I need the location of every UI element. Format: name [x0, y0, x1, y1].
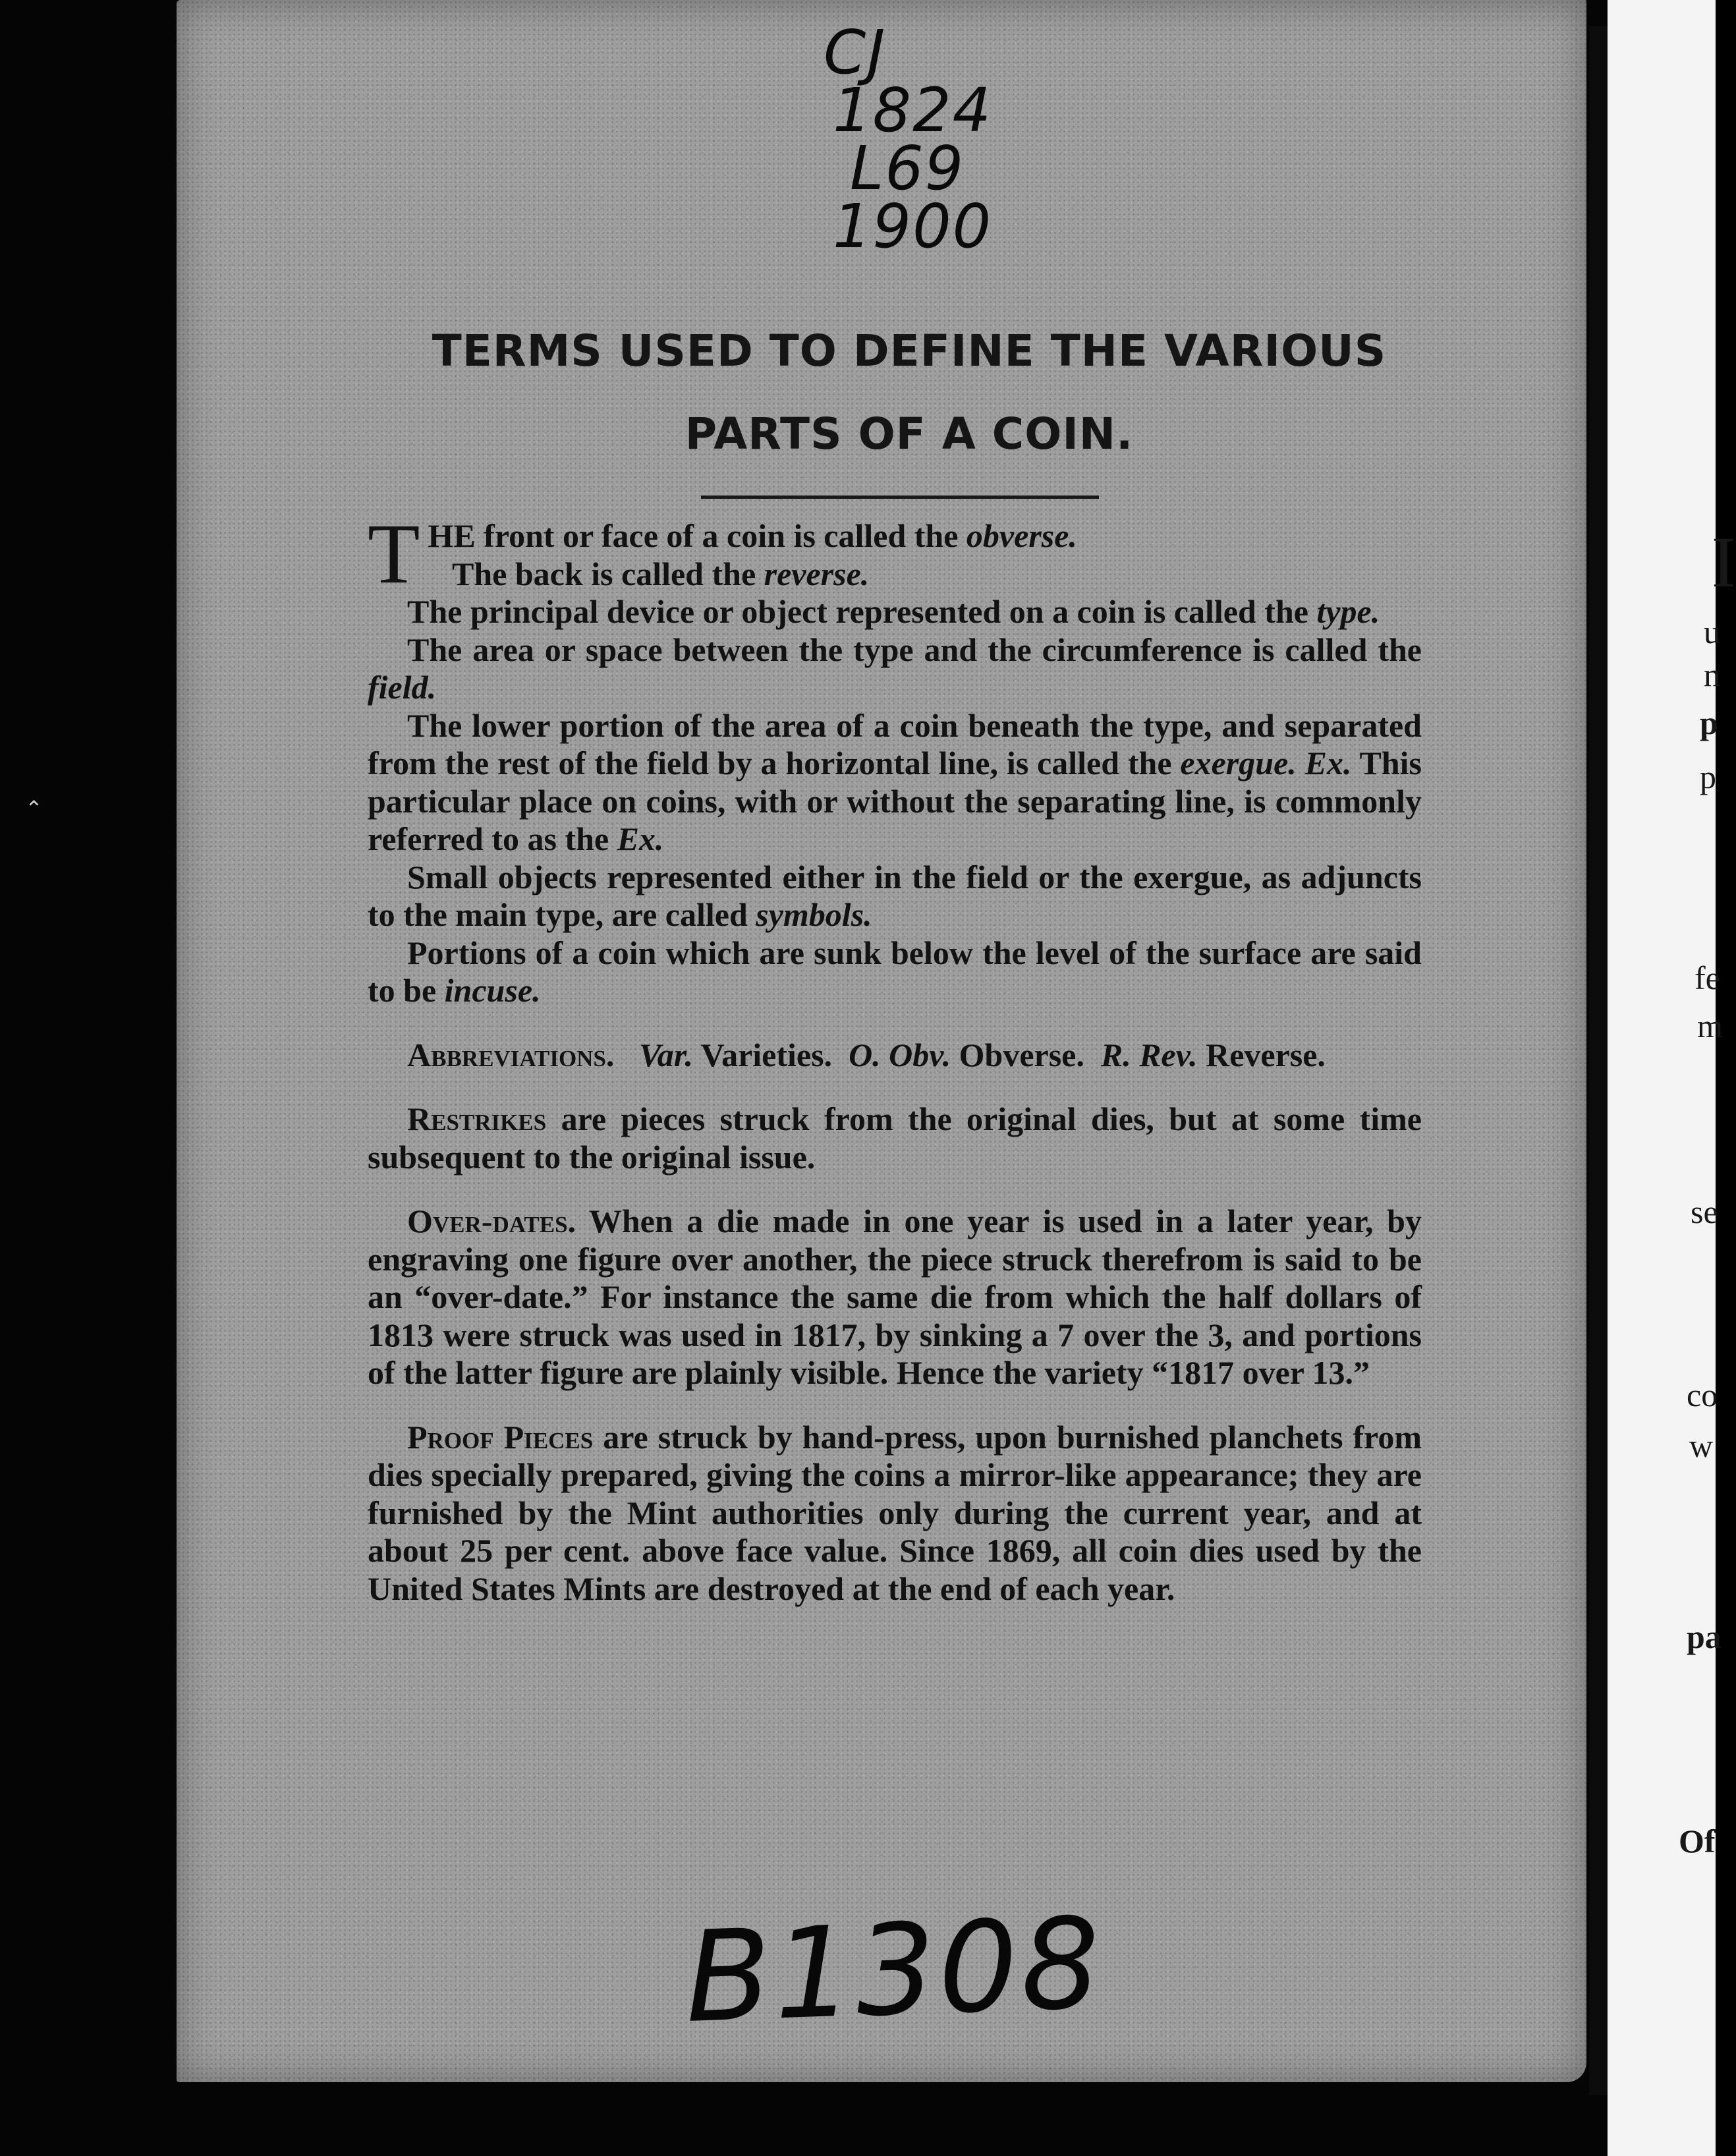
handwritten-call-number	[824, 17, 1021, 262]
call-number-line: CJ	[824, 17, 887, 88]
binding-gutter	[1589, 26, 1608, 2095]
right-page-fragment: pa	[1687, 1618, 1722, 1655]
paragraph-field: The area or space between the type and the circumference is called the field.	[368, 631, 1422, 706]
right-page-fragment: w	[1689, 1427, 1714, 1464]
handwritten-accession-number: B1308	[683, 1890, 1106, 2051]
margin-mark-icon: ⌃	[25, 796, 43, 821]
right-page-fragment: fe	[1694, 959, 1720, 996]
paragraph-incuse: Portions of a coin which are sunk below the level of the surface are said to be incuse.	[368, 934, 1422, 1009]
paragraph-reverse: The back is called the reverse.	[452, 555, 870, 592]
page-title	[369, 310, 1449, 476]
call-number-line: 1824	[833, 75, 993, 146]
body-text	[368, 507, 1422, 1608]
paragraph-symbols: Small objects represented either in the field or the exergue, as adjuncts to the main type, are called symbols.	[368, 858, 1422, 933]
call-number-line: 1900	[833, 191, 993, 262]
right-page-fragment: p	[1700, 704, 1718, 741]
right-page-fragment: Of	[1679, 1823, 1716, 1859]
paragraph-proof-pieces: Proof Pieces are struck by hand-press, upon burnished planchets from dies specially prepared, giving the coins a mirror-like appearance; they are furnished by the Mint authorities only during the current year, and at about 25 per cent. above face value. Since 1869, all coin dies used by the United States Mints are destroyed at the end of each year.	[368, 1418, 1422, 1607]
title-divider	[701, 496, 1099, 499]
paragraph-obverse: THE front or face of a coin is called the obverse.	[368, 507, 1077, 602]
title-line-1: TERMS USED TO DEFINE THE VARIOUS	[432, 326, 1387, 376]
paragraph-abbreviations: Abbreviations. Var. Varieties. O. Obv. Obverse. R. Rev. Reverse.	[407, 1036, 1326, 1073]
right-page-fragment: n	[1704, 656, 1720, 693]
right-page-fragment: u	[1704, 613, 1720, 650]
right-page-fragment: m	[1697, 1007, 1723, 1044]
paragraph-over-dates: Over-dates. When a die made in one year is used in a later year, by engraving one figure over another, the piece struck therefrom is said to be an “over-date.” For instance the same die from which the half dollars of 1813 were struck was used in 1817, by sinking a 7 over the 3, and portions of the latter figure are plainly visible. Hence the variety “1817 over 13.”	[368, 1203, 1422, 1391]
right-page-fragment: se	[1691, 1193, 1718, 1230]
paragraph-exergue: The lower portion of the area of a coin beneath the type, and separated from the rest of the field by a horizontal line, is called the exergue. Ex. This particular place on coins, with or without the separating line, is commonly referred to as the Ex.	[368, 706, 1422, 857]
right-page-fragment: p	[1700, 758, 1716, 795]
drop-cap: T	[368, 507, 420, 602]
title-line-2: PARTS OF A COIN.	[685, 409, 1134, 459]
right-page-fragment: I	[1712, 522, 1736, 602]
paragraph-restrikes: Restrikes are pieces struck from the original dies, but at some time subsequent to the original issue.	[368, 1100, 1422, 1176]
right-page-fragment: co	[1687, 1376, 1718, 1413]
paragraph-type: The principal device or object represented on a coin is called the type.	[407, 593, 1380, 630]
call-number-line: L69	[850, 133, 965, 204]
